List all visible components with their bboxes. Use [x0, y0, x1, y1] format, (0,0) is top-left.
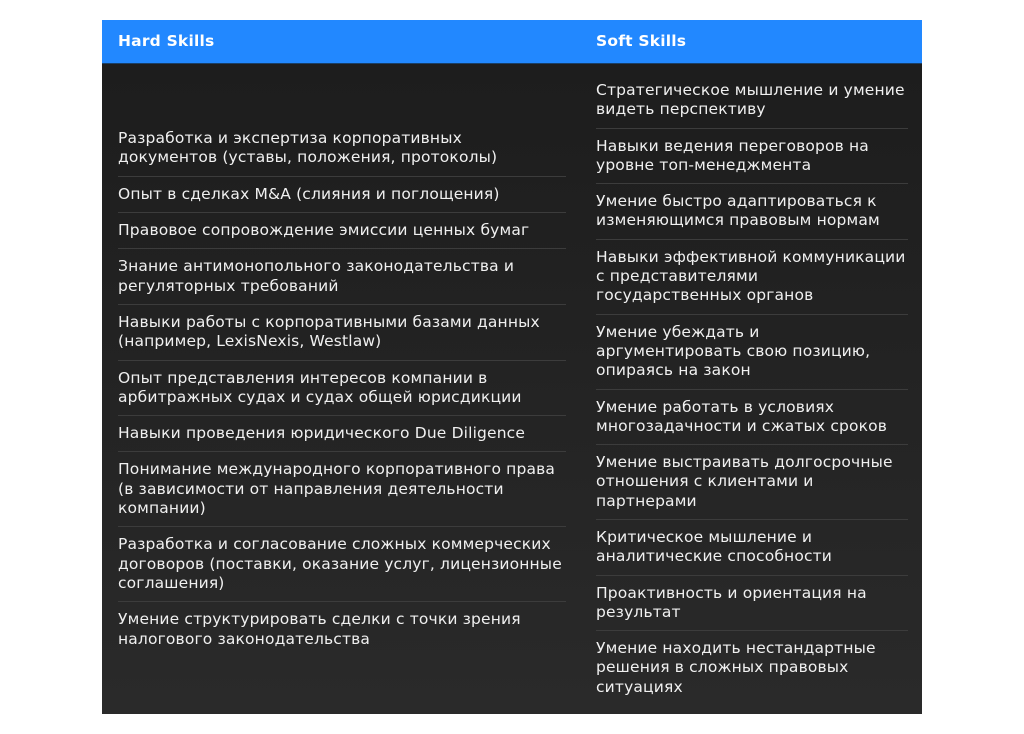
soft-skill-item: Умение выстраивать долгосрочные отношения с клиентами и партнерами: [596, 445, 908, 520]
table-header: [102, 20, 922, 64]
hard-skill-item: Навыки работы с корпоративными базами данных (например, LexisNexis, Westlaw): [118, 305, 566, 361]
soft-skill-item: Навыки эффективной коммуникации с представителями государственных органов: [596, 240, 908, 315]
soft-skill-item: Навыки ведения переговоров на уровне топ-менеджмента: [596, 129, 908, 185]
hard-skill-item: Умение структурировать сделки с точки зрения налогового законодательства: [118, 610, 521, 648]
soft-skill-item: Умение быстро адаптироваться к изменяющимся правовым нормам: [596, 184, 908, 240]
hard-skill-item: Опыт представления интересов компании в арбитражных судах и судах общей юрисдикции: [118, 361, 566, 417]
soft-skills-header: Soft Skills: [596, 32, 687, 50]
soft-skill-item: Умение находить нестандартные решения в сложных правовых ситуациях: [596, 639, 876, 696]
soft-skill-item: Критическое мышление и аналитические способности: [596, 520, 908, 576]
skills-table: [102, 20, 922, 714]
hard-skill-item: Понимание международного корпоративного права (в зависимости от направления деятельности компании): [118, 452, 566, 527]
hard-skill-item: Разработка и экспертиза корпоративных документов (уставы, положения, протоколы): [118, 121, 566, 177]
soft-skill-item: Умение убеждать и аргументировать свою позицию, опираясь на закон: [596, 315, 908, 390]
hard-skill-item: Опыт в сделках M&A (слияния и поглощения): [118, 177, 566, 213]
soft-skill-item: Умение работать в условиях многозадачности и сжатых сроков: [596, 390, 908, 446]
soft-skill-item: Проактивность и ориентация на результат: [596, 576, 908, 632]
soft-skills-column: [580, 64, 922, 714]
soft-skill-item: Стратегическое мышление и умение видеть перспективу: [596, 73, 908, 129]
hard-skill-item: Знание антимонопольного законодательства и регуляторных требований: [118, 249, 566, 305]
hard-skill-item: Разработка и согласование сложных коммерческих договоров (поставки, оказание услуг, лицензионные соглашения): [118, 527, 566, 602]
hard-skills-header: Hard Skills: [118, 32, 215, 50]
hard-skill-item: Навыки проведения юридического Due Diligence: [118, 416, 566, 452]
hard-skills-column: [102, 64, 580, 714]
hard-skill-item: Правовое сопровождение эмиссии ценных бумаг: [118, 213, 566, 249]
